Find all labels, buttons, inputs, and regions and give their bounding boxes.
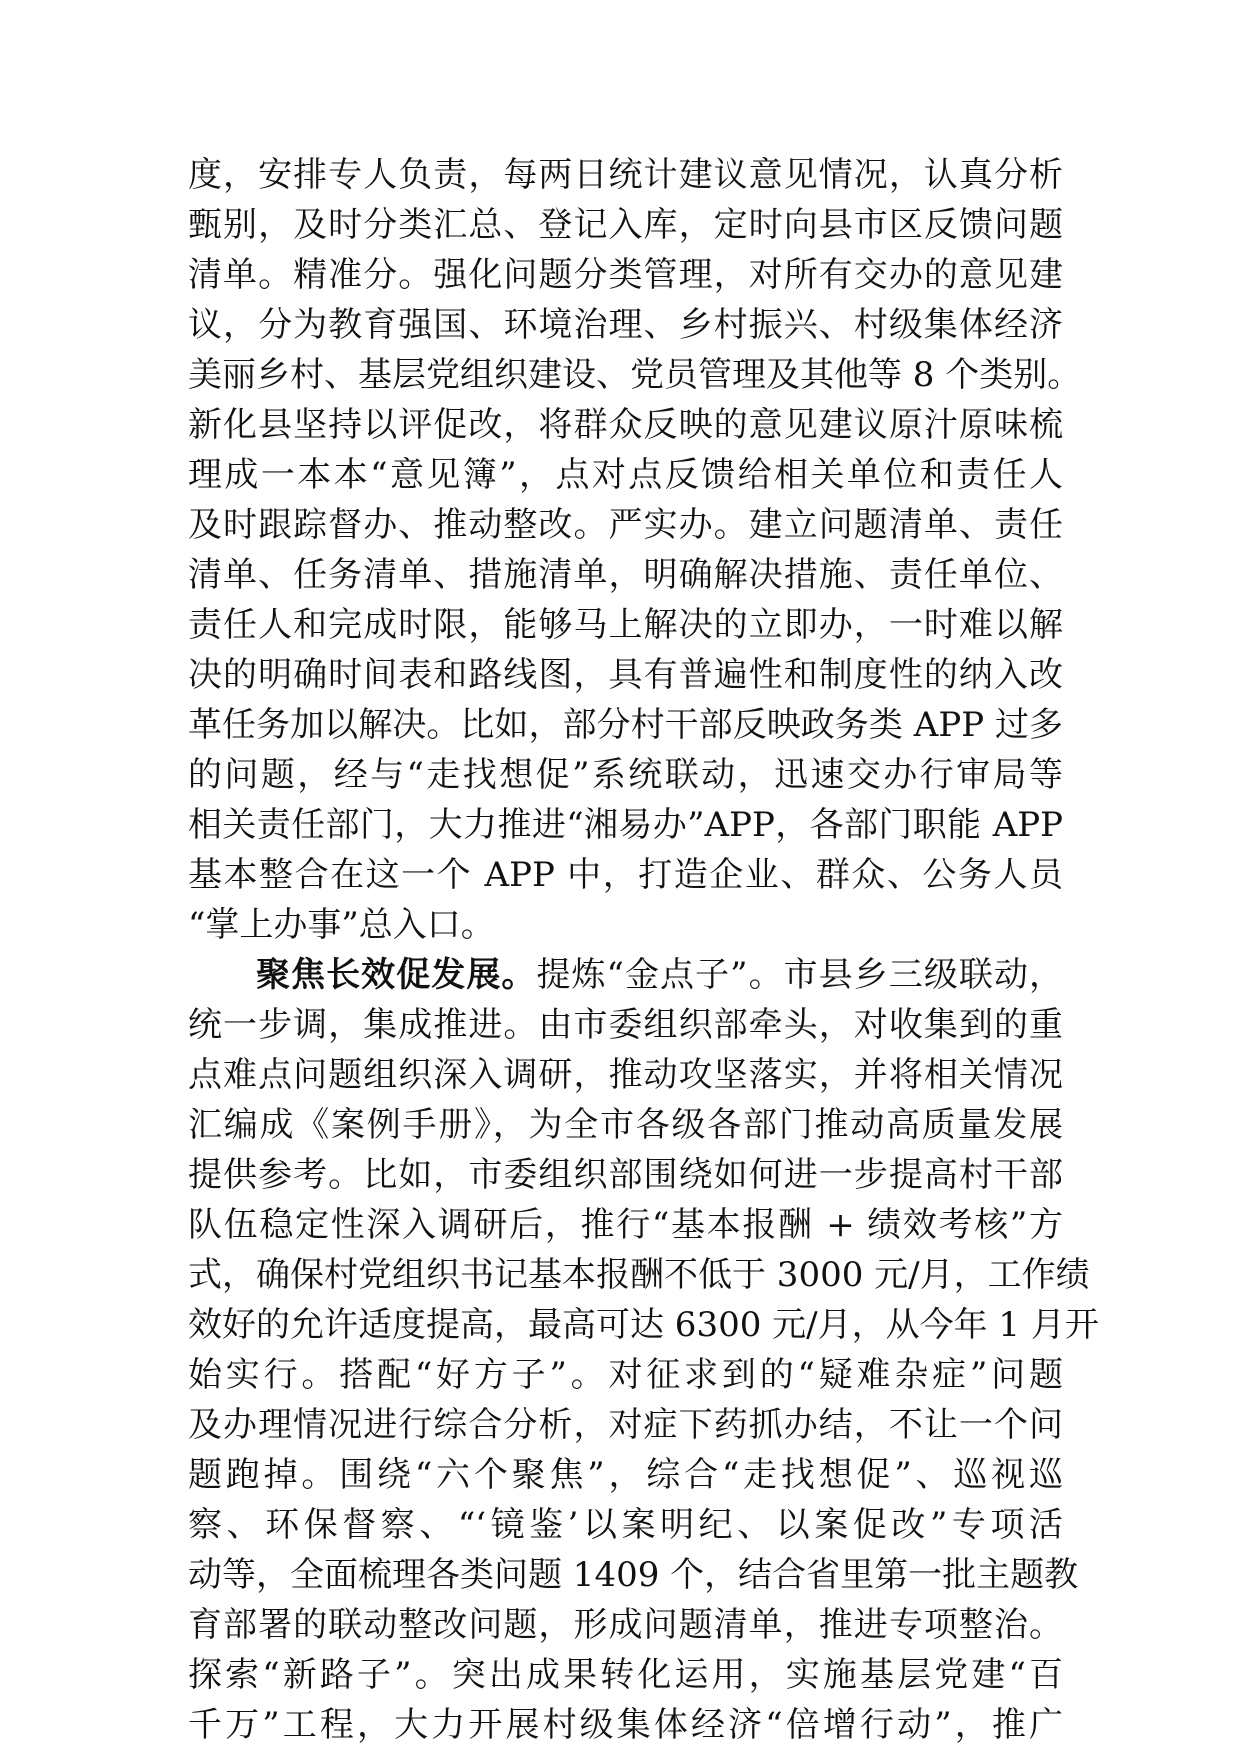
text-line: 基本整合在这一个 APP 中，打造企业、群众、公务人员 xyxy=(188,855,1063,895)
text-line: 效好的允许适度提高，最高可达 6300 元/月，从今年 1 月开 xyxy=(188,1305,1099,1345)
text-line: 美丽乡村、基层党组织建设、党员管理及其他等 8 个类别。 xyxy=(188,355,1082,395)
text-run: 提炼“金点子”。市县乡三级联动， xyxy=(536,955,1064,995)
text-line: 及办理情况进行综合分析，对症下药抓办结，不让一个问 xyxy=(188,1405,1063,1445)
text-line: “掌上办事”总入口。 xyxy=(188,905,495,945)
text-line: 始实行。搭配“好方子”。对征求到的“疑难杂症”问题 xyxy=(188,1355,1063,1395)
text-line: 清单、任务清单、措施清单，明确解决措施、责任单位、 xyxy=(188,555,1063,595)
text-line: 汇编成《案例手册》，为全市各级各部门推动高质量发展 xyxy=(188,1105,1063,1145)
text-line: 式，确保村党组织书记基本报酬不低于 3000 元/月，工作绩 xyxy=(188,1255,1090,1295)
text-line: 相关责任部门，大力推进“湘易办”APP，各部门职能 APP xyxy=(188,805,1063,845)
text-line: 点难点问题组织深入调研，推动攻坚落实，并将相关情况 xyxy=(188,1055,1063,1095)
text-line: 度，安排专人负责，每两日统计建议意见情况，认真分析 xyxy=(188,155,1063,195)
paragraph-heading-line xyxy=(188,950,1063,1000)
text-line: 的问题，经与“走找想促”系统联动，迅速交办行审局等 xyxy=(188,755,1063,795)
text-line: 革任务加以解决。比如，部分村干部反映政务类 APP 过多 xyxy=(188,705,1063,745)
text-line: 甄别，及时分类汇总、登记入库，定时向县市区反馈问题 xyxy=(188,205,1063,245)
text-line: 及时跟踪督办、推动整改。严实办。建立问题清单、责任 xyxy=(188,505,1063,545)
paragraph-2 xyxy=(188,950,1099,1750)
paragraph-1 xyxy=(188,150,1082,950)
text-line: 探索“新路子”。突出成果转化运用，实施基层党建“百 xyxy=(188,1655,1063,1695)
text-line: 清单。精准分。强化问题分类管理，对所有交办的意见建 xyxy=(188,255,1063,295)
text-line: 察、环保督察、“‘镜鉴’以案明纪、以案促改”专项活 xyxy=(188,1505,1063,1545)
text-line: 统一步调，集成推进。由市委组织部牵头，对收集到的重 xyxy=(188,1005,1063,1045)
paragraph-heading: 聚焦长效促发展。 xyxy=(256,955,537,995)
text-line: 育部署的联动整改问题，形成问题清单，推进专项整治。 xyxy=(188,1605,1063,1645)
text-line: 新化县坚持以评促改，将群众反映的意见建议原汁原味梳 xyxy=(188,405,1063,445)
text-line: 提供参考。比如，市委组织部围绕如何进一步提高村干部 xyxy=(188,1155,1063,1195)
text-line: 队伍稳定性深入调研后，推行“基本报酬 + 绩效考核”方 xyxy=(188,1205,1063,1245)
text-line: 千万”工程，大力开展村级集体经济“倍增行动”，推广 xyxy=(188,1705,1063,1745)
text-line: 议，分为教育强国、环境治理、乡村振兴、村级集体经济 xyxy=(188,305,1063,345)
text-line: 题跑掉。围绕“六个聚焦”，综合“走找想促”、巡视巡 xyxy=(188,1455,1063,1495)
text-line: 理成一本本“意见簿”，点对点反馈给相关单位和责任人 xyxy=(188,455,1063,495)
text-line: 责任人和完成时限，能够马上解决的立即办，一时难以解 xyxy=(188,605,1063,645)
document-body xyxy=(188,150,1099,1750)
text-line: 动等，全面梳理各类问题 1409 个，结合省里第一批主题教 xyxy=(188,1555,1079,1595)
text-line: 决的明确时间表和路线图，具有普遍性和制度性的纳入改 xyxy=(188,655,1063,695)
